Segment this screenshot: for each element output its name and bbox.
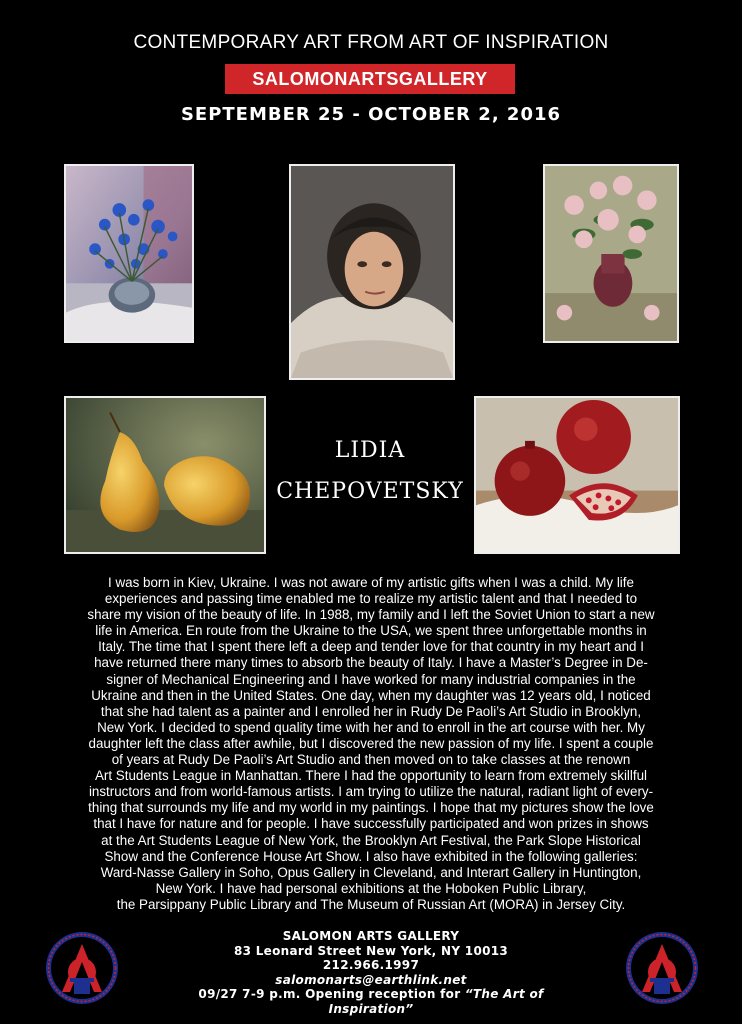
bio-line: that I have for nature and for people. I have successfully participated and won prizes in shows xyxy=(93,816,649,832)
bio-line: have returned there many times to absorb the beauty of Italy. I have a Master’s Degree in De- xyxy=(94,655,648,671)
bio-line: instructors and from world-famous artists. I am trying to utilize the natural, radiant light of every- xyxy=(88,784,654,800)
opening-reception xyxy=(180,987,562,1016)
gallery-phone: 212.966.1997 xyxy=(322,958,420,972)
bio-line: at the Art Students League of New York, the Brooklyn Art Festival, the Park Slope Historical xyxy=(101,832,641,848)
bio-line: the Parsippany Public Library and The Museum of Russian Art (MORA) in Jersey City. xyxy=(116,896,626,912)
bio-line: daughter left the class after awhile, but I discovered the new passion of my life. I spent a couple xyxy=(88,735,654,751)
bio-line: thing that surrounds my life and my world in my paintings. I hope that my pictures show the love xyxy=(88,800,654,816)
bio-line: I was born in Kiev, Ukraine. I was not aware of my artistic gifts when I was a child. My life xyxy=(108,575,634,590)
gallery-name: SALOMON ARTS GALLERY xyxy=(282,929,460,943)
exhibition-dates: SEPTEMBER 25 - OCTOBER 2, 2016 xyxy=(180,104,562,125)
artist-portrait-photo xyxy=(289,164,455,380)
bio-line: Art Students League in Manhattan. There I had the opportunity to learn from extremely skillful xyxy=(94,768,648,784)
painting-roses xyxy=(543,164,679,343)
gallery-contact-info xyxy=(180,929,562,1016)
bio-line: share my vision of the beauty of life. In 1988, my family and I left the Soviet Union to start a new xyxy=(87,607,655,623)
painting-pomegranates xyxy=(474,396,680,554)
bio-line: New York. I have had personal exhibitions at the Hoboken Public Library, xyxy=(155,880,587,896)
artist-last-name: CHEPOVETSKY xyxy=(276,479,464,504)
gallery-address: 83 Leonard Street New York, NY 10013 xyxy=(233,943,509,958)
artist-biography xyxy=(52,575,690,913)
gallery-banner: SALOMONARTSGALLERY xyxy=(225,64,515,94)
bio-line: of years at Rudy De Paoli’s Art Studio and then moved on to take classes at the renown xyxy=(111,752,631,768)
bio-line: Ward-Nasse Gallery in Soho, Opus Gallery in Cleveland, and Interart Gallery in Huntington, xyxy=(100,864,642,880)
gallery-logo-icon xyxy=(44,930,120,1006)
bio-line: life in America. En route from the Ukraine to the USA, we spent three unforgettable months in xyxy=(95,623,647,639)
painting-cornflowers xyxy=(64,164,194,343)
bio-line: Italy. The time that I spent there left a deep and tender love for that country in my heart and I xyxy=(98,639,644,655)
reception-title: “The Art of Inspiration” xyxy=(328,987,544,1016)
gallery-email: salomonarts@earthlink.net xyxy=(275,972,467,987)
bio-line: experiences and passing time enabled me to realize my artistic talent and that I needed to xyxy=(104,591,638,607)
bio-line: Ukraine and then in the United States. One day, when my daughter was 12 years old, I noticed xyxy=(91,687,651,703)
artist-first-name: LIDIA xyxy=(334,438,406,463)
bio-line: Show and the Conference House Art Show. I also have exhibited in the following galleries: xyxy=(104,848,638,864)
gallery-logo-icon xyxy=(624,930,700,1006)
bio-line: signer of Mechanical Engineering and I have worked for many industrial companies in the xyxy=(106,671,636,687)
painting-pears xyxy=(64,396,266,554)
bio-line: that she had talent as a painter and I enrolled her in Rudy De Paoli’s Art Studio in Brooklyn, xyxy=(100,703,642,719)
bio-line: New York. I decided to spend quality time with her and to enroll in the art course with her. My xyxy=(97,719,645,735)
reception-time: 09/27 7-9 p.m. Opening reception for xyxy=(198,987,465,1001)
header-title: CONTEMPORARY ART FROM ART OF INSPIRATION xyxy=(133,32,609,53)
